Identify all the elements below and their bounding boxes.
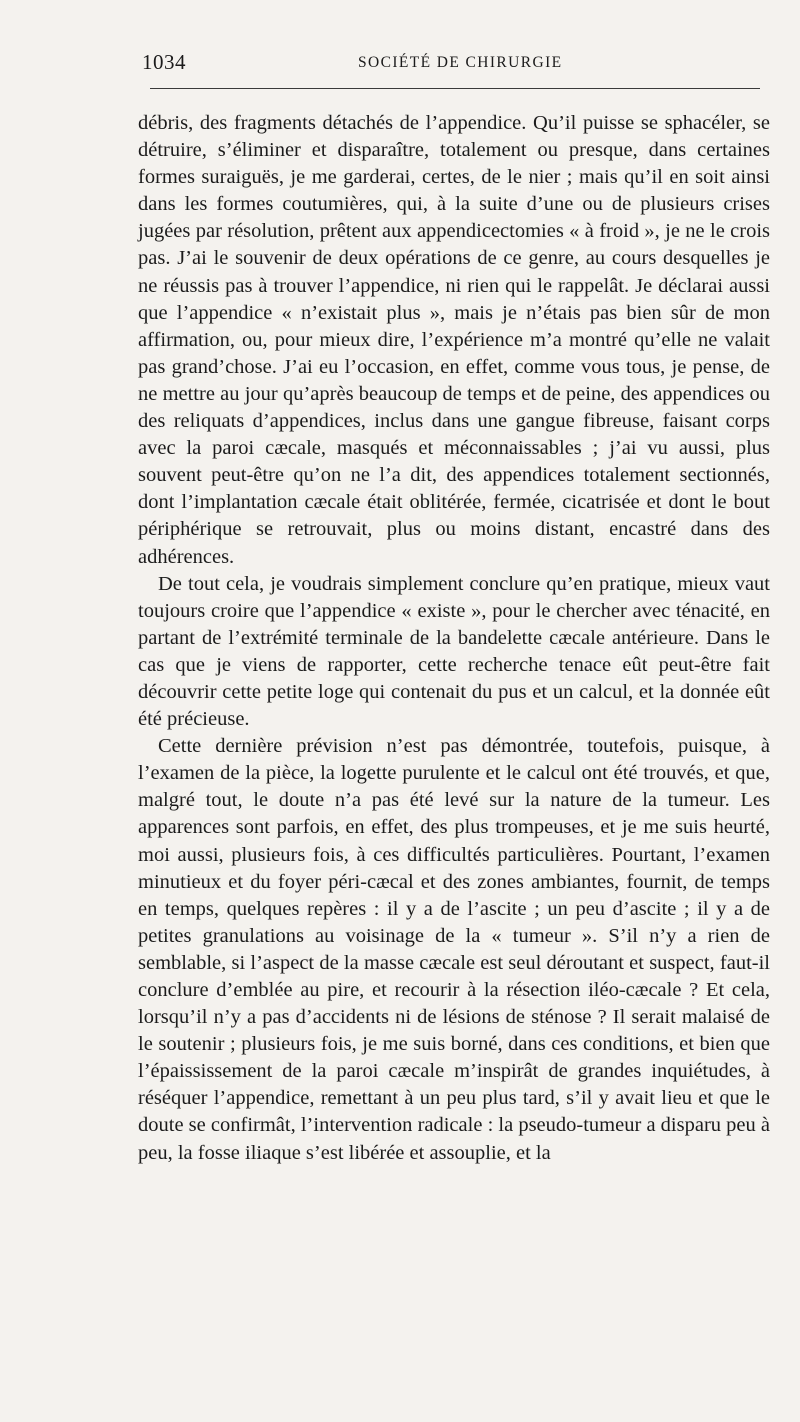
page-number: 1034 [142, 50, 186, 74]
running-head [138, 0, 770, 88]
paragraph-2: De tout cela, je voudrais simplement conclure qu’en pratique, mieux vaut toujours croire que l’appendice « existe », pour le chercher avec ténacité, en partant de l’extrémité terminale de la bandelette cæcale antérieure. Dans le cas que je viens de rapporter, cette recherche tenace eût peut-être fait découvrir cette petite loge qui contenait du pus et un calcul, et la donnée eût été précieuse. [138, 572, 770, 731]
paragraph-1: débris, des fragments détachés de l’appendice. Qu’il puisse se sphacéler, se détruire, s’éliminer et disparaître, totalement ou presque, dans certaines formes suraiguës, je me garderai, certes, de le nier ; mais qu’il en soit ainsi dans les formes coutumières, qui, à la suite d’une ou de plusieurs crises jugées par résolution, prêtent aux appendicectomies « à froid », je ne le crois pas. J’ai le souvenir de deux opérations de ce genre, au cours desquelles je ne réussis pas à trouver l’appendice, ni rien qui le rappelât. Je déclarai aussi que l’appendice « n’existait plus », mais je n’étais pas bien sûr de mon affirmation, ou, pour mieux dire, l’expérience m’a montré qu’elle ne valait pas grand’chose. J’ai eu l’occasion, en effet, comme vous tous, je pense, de ne mettre au jour qu’après beaucoup de temps et de peine, des appendices ou des reliquats d’appendices, inclus dans une gangue fibreuse, faisant corps avec la paroi cæcale, masqués et méconnaissables ; j’ai vu aussi, plus souvent peut-être qu’on ne l’a dit, des appendices totalement sectionnés, dont l’implantation cæcale était oblitérée, fermée, cicatrisée et dont le bout périphérique se retrouvait, plus ou moins distant, encastré dans des adhérences. [138, 112, 770, 568]
running-title: SOCIÉTÉ DE CHIRURGIE [358, 54, 563, 71]
body-text [138, 88, 770, 1167]
header-rule [150, 88, 760, 89]
paragraph-3: Cette dernière prévision n’est pas démontrée, toutefois, puisque, à l’examen de la pièce, la logette purulente et le calcul ont été trouvés, et que, malgré tout, le doute n’a pas été levé sur la nature de la tumeur. Les apparences sont parfois, en effet, des plus trompeuses, et je me suis heurté, moi aussi, plusieurs fois, à ces difficultés particulières. Pourtant, l’examen minutieux et du foyer péri-cæcal et des zones ambiantes, fournit, de temps en temps, quelques repères : il y a de l’ascite ; un peu d’ascite ; il y a de petites granulations au voisinage de la « tumeur ». S’il n’y a rien de semblable, si l’aspect de la masse cæcale est seul déroutant et suspect, faut-il conclure d’emblée au pire, et recourir à la résection iléo-cæcale ? Et cela, lorsqu’il n’y a pas d’accidents ni de lésions de sténose ? Il serait malaisé de le soutenir ; plusieurs fois, je me suis borné, dans ces conditions, et bien que l’épaississement de la paroi cæcale m’inspirât de grandes inquiétudes, à réséquer l’appendice, remettant à un peu plus tard, s’il y avait lieu et que le doute se confirmât, l’intervention radicale : la pseudo-tumeur a disparu peu à peu, la fosse iliaque s’est libérée et assouplie, et la [138, 735, 770, 1164]
